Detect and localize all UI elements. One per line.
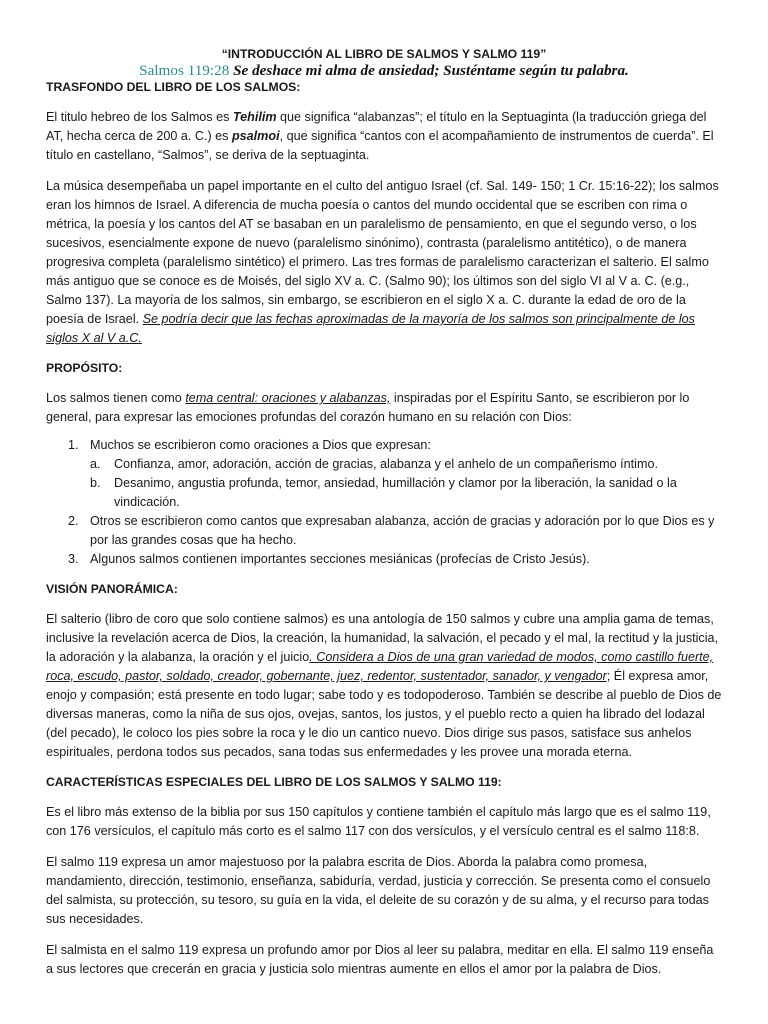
section-heading-overview: VISIÓN PANORÁMICA: bbox=[46, 582, 178, 596]
list-item: 1. Muchos se escribieron como oraciones a Dios que expresan: a. Confianza, amor, adoración, acción de gracias, alabanza y el anhelo de un compañerismo íntimo. b. Desanimo, angustia profunda, temor, ansiedad, humillación y clamor por la liberación, la sanidad o la vindicación. bbox=[46, 436, 722, 512]
section-heading-purpose: PROPÓSITO: bbox=[46, 361, 123, 375]
list-item: a. Confianza, amor, adoración, acción de gracias, alabanza y el anhelo de un compañerismo íntimo. bbox=[90, 457, 658, 471]
paragraph-overview: El salterio (libro de coro que solo contiene salmos) es una antología de 150 salmos y cubre una amplia gama de temas, inclusive la revelación acerca de Dios, la creación, la humanidad, la salvación, el pecado y el mal, la rectitud y la justicia, la adoración y la alabanza, la oración y el juicio. Considera a Dios de una gran variedad de modos, como castillo fuerte, roca, escudo, pastor, soldado, creador, gobernante, juez, redentor, sustentador, sanador, y vengador; Él expresa amor, enojo y compasión; está presente en todo lugar; sabe todo y es todopoderoso. También se describe al pueblo de Dios de diversas maneras, como la niña de sus ojos, ovejas, santos, los justos, y el pueblo recto a quien ha librado del lodazal (del pecado), le coloco los pies sobre la roca y le dio un cantico nuevo. Dios dirige sus pasos, satisface sus anhelos espirituales, perdona todos sus pecados, sana todas sus enfermedades y les provee una morada eterna. bbox=[46, 612, 722, 759]
list-item: 3. Algunos salmos contienen importantes secciones mesiánicas (profecías de Cristo Jesús). bbox=[68, 552, 590, 566]
paragraph-purpose: Los salmos tienen como tema central: oraciones y alabanzas, inspiradas por el Espíritu Santo, se escribieron por lo general, para expresar las emociones profundas del corazón humano en su relación con Dios: bbox=[46, 391, 690, 424]
key-verse bbox=[46, 62, 722, 79]
purpose-list bbox=[46, 436, 722, 569]
paragraph-longest-book: Es el libro más extenso de la biblia por sus 150 capítulos y contiene también el capítulo más largo que es el salmo 119, con 176 versículos, el capítulo más corto es el salmo 117 con dos versículos, y el versículo central es el salmo 118:8. bbox=[46, 805, 711, 838]
verse-text: Se deshace mi alma de ansiedad; Susténtame según tu palabra. bbox=[233, 62, 629, 79]
section-heading-background: TRASFONDO DEL LIBRO DE LOS SALMOS: bbox=[46, 80, 301, 94]
list-item: b. Desanimo, angustia profunda, temor, ansiedad, humillación y clamor por la liberación, la sanidad o la vindicación. bbox=[90, 476, 677, 509]
verse-reference: Salmos 119:28 bbox=[139, 62, 230, 79]
paragraph-psalm-119-love: El salmo 119 expresa un amor majestuoso por la palabra escrita de Dios. Aborda la palabra como promesa, mandamiento, dirección, testimonio, enseñanza, sabiduría, verdad, justicia y corrección. Se presenta como el consuelo del salmista, su protección, su tesoro, su guía en la vida, el deleite de su corazón y de su alma, y el recurso para todas sus necesidades. bbox=[46, 855, 711, 926]
sub-list bbox=[90, 455, 722, 512]
list-item: 2. Otros se escribieron como cantos que expresaban alabanza, acción de gracias y adoración por lo que Dios es y por las grandes cosas que ha hecho. bbox=[68, 514, 715, 547]
paragraph-psalm-119-teaching: El salmista en el salmo 119 expresa un profundo amor por Dios al leer su palabra, meditar en ella. El salmo 119 enseña a sus lectores que crecerán en gracia y justicia solo mientras aumente en ellos el amor por la palabra de Dios. bbox=[46, 943, 714, 976]
underlined-dates-note: Se podría decir que las fechas aproximadas de la mayoría de los salmos son principalmente de los siglos X al V a.C. bbox=[46, 312, 695, 345]
document-title: “INTRODUCCIÓN AL LIBRO DE SALMOS Y SALMO 119” bbox=[221, 47, 547, 61]
section-heading-characteristics: CARACTERÍSTICAS ESPECIALES DEL LIBRO DE LOS SALMOS Y SALMO 119: bbox=[46, 775, 502, 789]
paragraph-title-meaning: El titulo hebreo de los Salmos es Tehilim que significa “alabanzas”; el título en la Septuaginta (la traducción griega del AT, hecha cerca de 200 a. C.) es psalmoi, que significa “cantos con el acompañamiento de instrumentos de cuerda”. El título en castellano, “Salmos”, se deriva de la septuaginta. bbox=[46, 110, 714, 162]
paragraph-music-poetry: La música desempeñaba un papel importante en el culto del antiguo Israel (cf. Sal. 149- 150; 1 Cr. 15:16-22); los salmos eran los himnos de Israel. A diferencia de mucha poesía o cantos del mundo occidental que se escriben con rima o métrica, la poesía y los cantos del AT se basaban en un paralelismo de pensamiento, en que el segundo verso, o los sucesivos, esencialmente expone de nuevo (paralelismo sinónimo), contrasta (paralelismo antitético), o de manera progresiva completa (paralelismo sintético) el primero. Las tres formas de paralelismo caracterizan el salterio. El salmo más antiguo que se conoce es de Moisés, del siglo XV a. C. (Salmo 90); los últimos son del siglo VI al V a. C. (e.g., Salmo 137). La mayoría de los salmos, sin embargo, se escribieron en el siglo X a. C. durante la edad de oro de la poesía de Israel. Se podría decir que las fechas aproximadas de la mayoría de los salmos son principalmente de los siglos X al V a.C. bbox=[46, 179, 719, 345]
underlined-central-theme: tema central: oraciones y alabanzas, bbox=[185, 391, 391, 405]
underlined-god-titles: . Considera a Dios de una gran variedad de modos, como castillo fuerte, roca, escudo, pastor, soldado, creador, gobernante, juez, redentor, sustentador, sanador, y vengador bbox=[46, 650, 714, 683]
